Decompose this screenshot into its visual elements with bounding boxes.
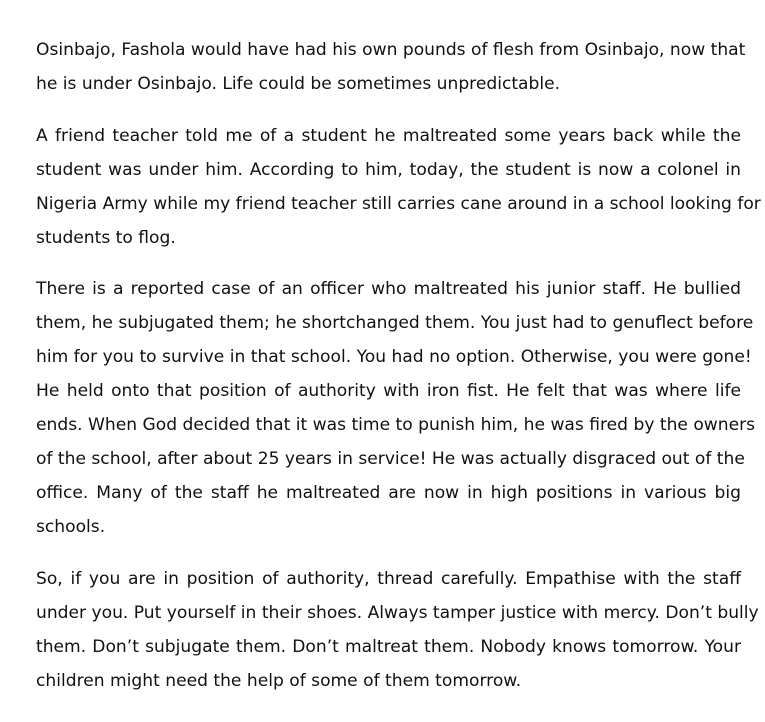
paragraph-2: [36, 119, 761, 255]
text-line: of the school, after about 25 years in service! He was actually disgraced out of the: [36, 449, 745, 469]
text-line: under you. Put yourself in their shoes. Always tamper justice with mercy. Don’t bully: [36, 602, 759, 623]
text-line: office. Many of the staff he maltreated are now in high positions in various big: [36, 483, 741, 503]
text-line: Nigeria Army while my friend teacher still carries cane around in a school looking for: [36, 193, 761, 214]
text-line: So, if you are in position of authority, thread carefully. Empathise with the staff: [36, 568, 741, 589]
text-line: A friend teacher told me of a student he maltreated some years back while the: [36, 125, 741, 146]
paragraph-3: [36, 272, 756, 544]
paragraph-4: [36, 562, 759, 698]
text-line: students to flog.: [36, 227, 176, 248]
text-line: them. Don’t subjugate them. Don’t maltreat them. Nobody knows tomorrow. Your: [36, 636, 741, 657]
text-line: them, he subjugated them; he shortchanged them. You just had to genuflect before: [36, 313, 754, 333]
paragraph-1: [36, 33, 746, 101]
text-line: him for you to survive in that school. You had no option. Otherwise, you were gone!: [36, 347, 752, 367]
text-line: children might need the help of some of them tomorrow.: [36, 670, 522, 691]
text-line: he is under Osinbajo. Life could be sometimes unpredictable.: [36, 74, 561, 94]
text-line: He held onto that position of authority with iron fist. He felt that was where life: [36, 381, 741, 401]
text-line: ends. When God decided that it was time to punish him, he was fired by the owners: [36, 415, 756, 435]
text-line: Osinbajo, Fashola would have had his own pounds of flesh from Osinbajo, now that: [36, 40, 746, 60]
document-body: [36, 33, 761, 715]
text-line: There is a reported case of an officer who maltreated his junior staff. He bullied: [36, 279, 741, 299]
text-line: student was under him. According to him, today, the student is now a colonel in: [36, 159, 741, 180]
text-line: schools.: [36, 517, 106, 537]
